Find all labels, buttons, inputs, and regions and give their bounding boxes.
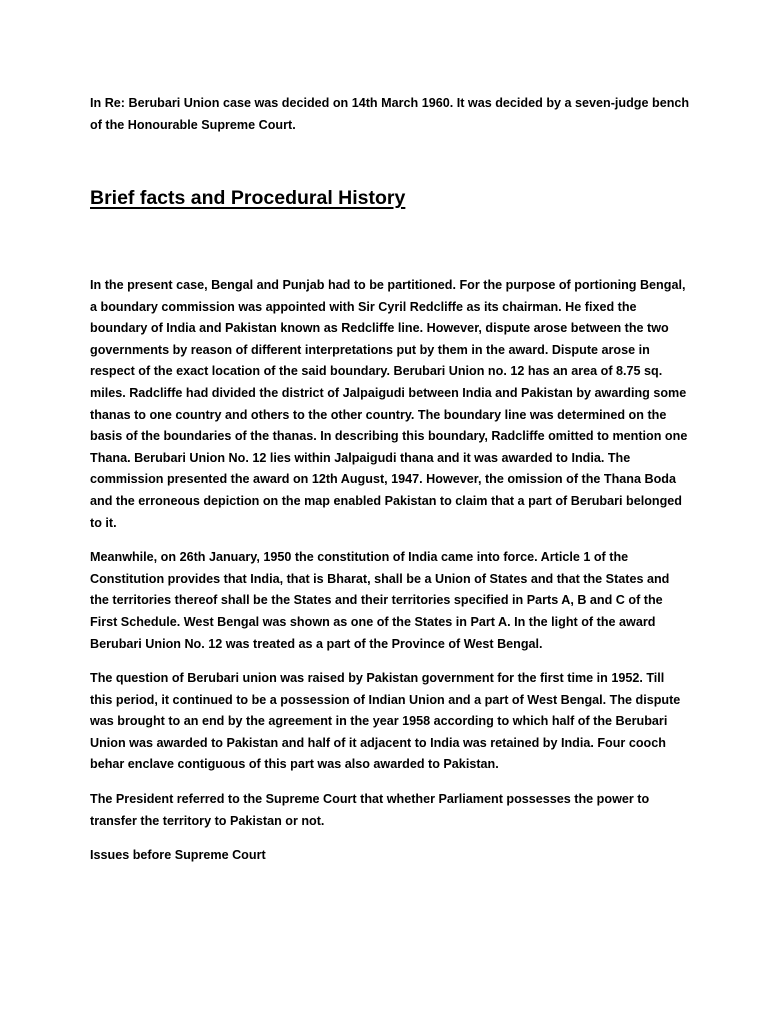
intro-paragraph: In Re: Berubari Union case was decided on 14th March 1960. It was decided by a seven-judge bench of the Honourable Supreme Court. bbox=[90, 96, 690, 132]
paragraph-dispute: The question of Berubari union was raised by Pakistan government for the first time in 1952. Till this period, it continued to be a possession of Indian Union and a part of West Bengal. The dispute was brought to an end by the agreement in the year 1958 according to which half of the Berubari Union was awarded to Pakistan and half of it adjacent to India was retained by India. Four cooch behar enclave contiguous of this part was also awarded to Pakistan. bbox=[90, 671, 681, 772]
body-text bbox=[90, 275, 690, 880]
issues-label: Issues before Supreme Court bbox=[90, 848, 266, 863]
section-heading: Brief facts and Procedural History bbox=[90, 187, 406, 209]
paragraph-partition: In the present case, Bengal and Punjab had to be partitioned. For the purpose of portioning Bengal, a boundary commission was appointed with Sir Cyril Redcliffe as its chairman. He fixed the boundary of India and Pakistan known as Redcliffe line. However, dispute arose between the two governments by reason of different interpretations put by them in the award. Dispute arose in respect of the exact location of the said boundary. Berubari Union no. 12 has an area of 8.75 sq. miles. Radcliffe had divided the district of Jalpaigudi between India and Pakistan by awarding some thanas to one country and others to the other country. The boundary line was determined on the basis of the boundaries of the thanas. In describing this boundary, Radcliffe omitted to mention one Thana. Berubari Union No. 12 lies within Jalpaigudi thana and it was awarded to India. The commission presented the award on 12th August, 1947. However, the omission of the Thana Boda and the erroneous depiction on the map enabled Pakistan to claim that a part of Berubari belonged to it. bbox=[90, 278, 688, 530]
paragraph-reference: The President referred to the Supreme Court that whether Parliament possesses the power to transfer the territory to Pakistan or not. bbox=[90, 792, 650, 828]
paragraph-constitution: Meanwhile, on 26th January, 1950 the constitution of India came into force. Article 1 of the Constitution provides that India, that is Bharat, shall be a Union of States and that the States and the territories thereof shall be the States and their territories specified in Parts A, B and C of the First Schedule. West Bengal was shown as one of the States in Part A. In the light of the award Berubari Union No. 12 was treated as a part of the Province of West Bengal. bbox=[90, 550, 670, 651]
